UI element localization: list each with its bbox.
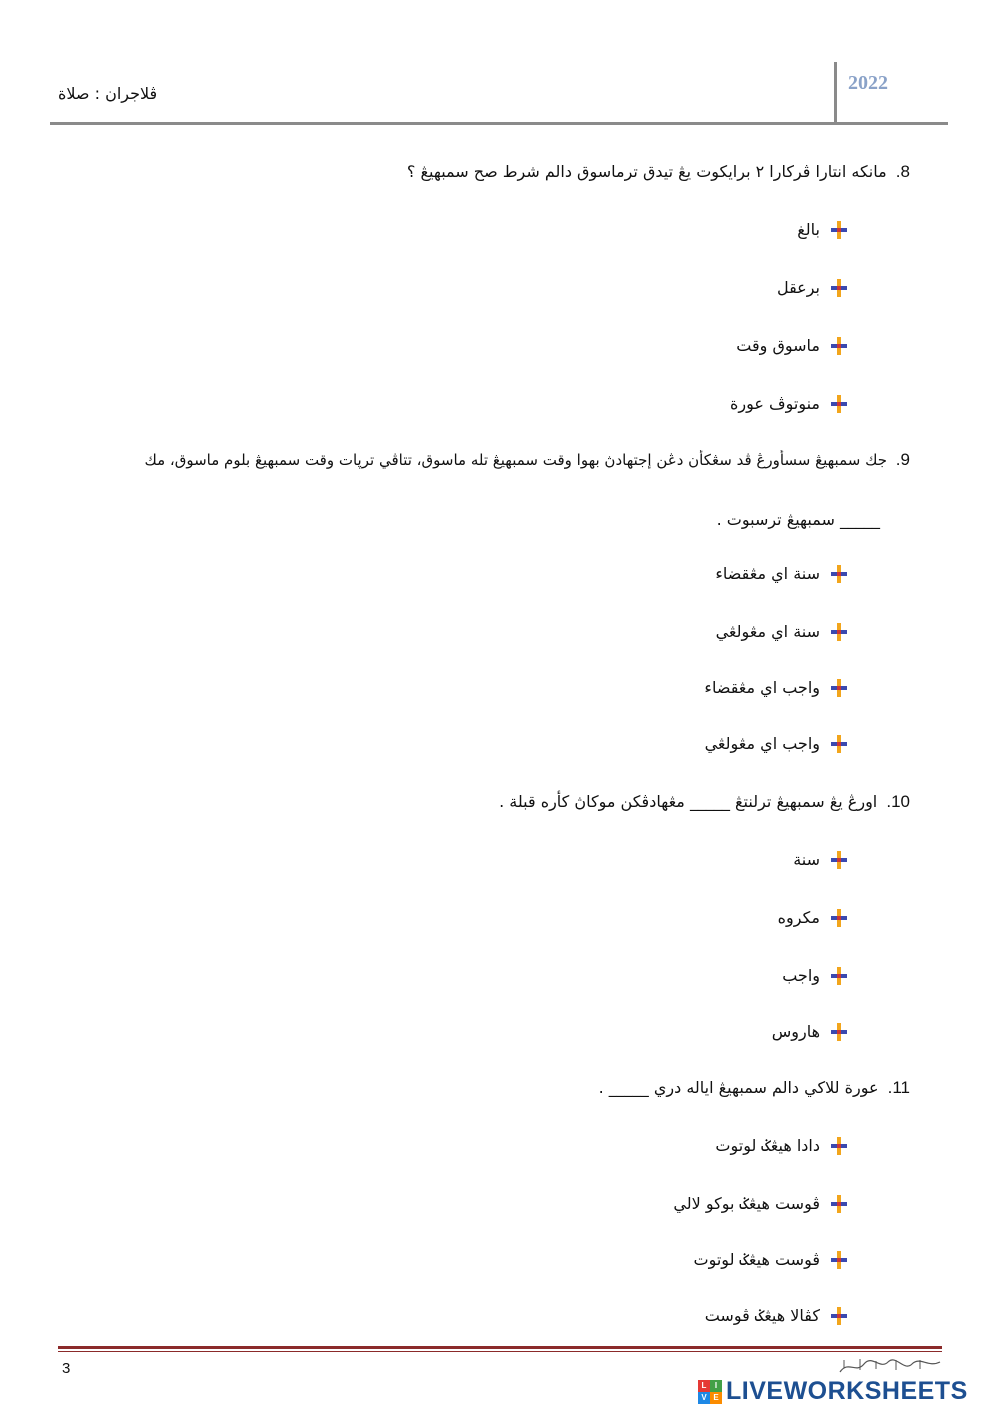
q10-option-4[interactable]: [772, 1022, 848, 1041]
question-text: عورة للاكي دالم سمبهيڠ اياله دري _____ .: [598, 1078, 879, 1097]
question-text: جك سمبهيڠ سسأورڠ ڤد سڠكأن دڠن إجتهادڽ بهوا وقت سمبهيڠ تله ماسوق، تتاڤي ترڽات وقت سمبهيڠ بلوم ماسوق، مك: [144, 451, 888, 469]
q8-option-1[interactable]: [797, 220, 848, 239]
q9-option-1[interactable]: [715, 564, 848, 583]
footer-rule: [58, 1346, 942, 1349]
plus-bullet-icon: [830, 1251, 848, 1269]
liveworksheets-logo[interactable]: [698, 1377, 968, 1406]
q8-option-4[interactable]: [730, 394, 848, 413]
header-divider-horizontal: [50, 122, 948, 125]
question-text: اورڠ يڠ سمبهيڠ ترلنتڠ _____ مڠهادڤكن موكاڽ كأره قبلة .: [499, 792, 878, 811]
q11-option-3[interactable]: [694, 1250, 848, 1269]
plus-bullet-icon: [830, 565, 848, 583]
plus-bullet-icon: [830, 395, 848, 413]
option-label: واجب اي مڠولڠي: [704, 734, 820, 753]
option-label: مكروه: [777, 908, 820, 927]
plus-bullet-icon: [830, 1137, 848, 1155]
option-label: واجب: [782, 966, 820, 985]
header-divider-vertical: [834, 62, 837, 124]
plus-bullet-icon: [830, 967, 848, 985]
plus-bullet-icon: [830, 851, 848, 869]
page-number: 3: [62, 1360, 71, 1377]
plus-bullet-icon: [830, 1307, 848, 1325]
q9-option-2[interactable]: [716, 622, 848, 641]
option-label: ماسوق وقت: [736, 336, 820, 355]
question-number: 10.: [886, 792, 910, 811]
plus-bullet-icon: [830, 623, 848, 641]
q11-option-1[interactable]: [715, 1136, 848, 1155]
q9-option-3[interactable]: [704, 678, 848, 697]
q9-option-4[interactable]: [705, 734, 848, 753]
header-year: 2022: [848, 72, 888, 94]
option-label: ڤوست هيڠݢ بوكو لالي: [673, 1194, 820, 1213]
q8-option-3[interactable]: [736, 336, 848, 355]
option-label: كڤالا هيڠݢ ڤوست: [704, 1306, 820, 1325]
option-label: ڤوست هيڠݢ لوتوت: [693, 1250, 820, 1269]
q11-option-4[interactable]: [705, 1306, 848, 1325]
brand-name: LIVEWORKSHEETS: [726, 1377, 968, 1405]
plus-bullet-icon: [830, 679, 848, 697]
question-text: مانكه انتارا ڤركارا ٢ برايكوت يڠ تيدق ترماسوق دالم شرط صح سمبهيڠ ؟: [406, 162, 887, 181]
option-label: هاروس: [771, 1022, 820, 1041]
question-number: 8.: [895, 162, 910, 181]
footer-rule-thin: [58, 1351, 942, 1352]
question-number: 11.: [887, 1078, 910, 1097]
option-label: سنة: [793, 850, 820, 869]
q10-option-1[interactable]: [793, 850, 848, 869]
question-11: [599, 1078, 910, 1098]
option-label: بالغ: [797, 220, 820, 239]
plus-bullet-icon: [830, 279, 848, 297]
plus-bullet-icon: [830, 221, 848, 239]
header-subject: ڤلاجران : صلاة: [58, 84, 158, 103]
option-label: واجب اي مڠقضاء: [704, 678, 820, 697]
q10-option-2[interactable]: [778, 908, 848, 927]
q10-option-3[interactable]: [782, 966, 848, 985]
plus-bullet-icon: [830, 735, 848, 753]
option-label: منوتوڤ عورة: [730, 394, 820, 413]
option-label: دادا هيڠݢ لوتوت: [715, 1136, 820, 1155]
q11-option-2[interactable]: [673, 1194, 848, 1213]
plus-bullet-icon: [830, 1195, 848, 1213]
question-number: 9.: [895, 450, 910, 469]
question-10: [499, 792, 910, 812]
option-label: برعقل: [776, 278, 820, 297]
option-label: سنة اي مڠقضاء: [715, 564, 820, 583]
question-8: [407, 162, 910, 182]
option-label: سنة اي مڠولڠي: [715, 622, 820, 641]
question-9-line2: _____ سمبهيڠ ترسبوت .: [716, 510, 880, 529]
liveworksheets-badge-icon: L I V E: [698, 1380, 722, 1404]
calligraphy-seal-icon: [836, 1356, 946, 1378]
q8-option-2[interactable]: [777, 278, 848, 297]
plus-bullet-icon: [830, 337, 848, 355]
question-9: [90, 450, 910, 470]
plus-bullet-icon: [830, 909, 848, 927]
plus-bullet-icon: [830, 1023, 848, 1041]
